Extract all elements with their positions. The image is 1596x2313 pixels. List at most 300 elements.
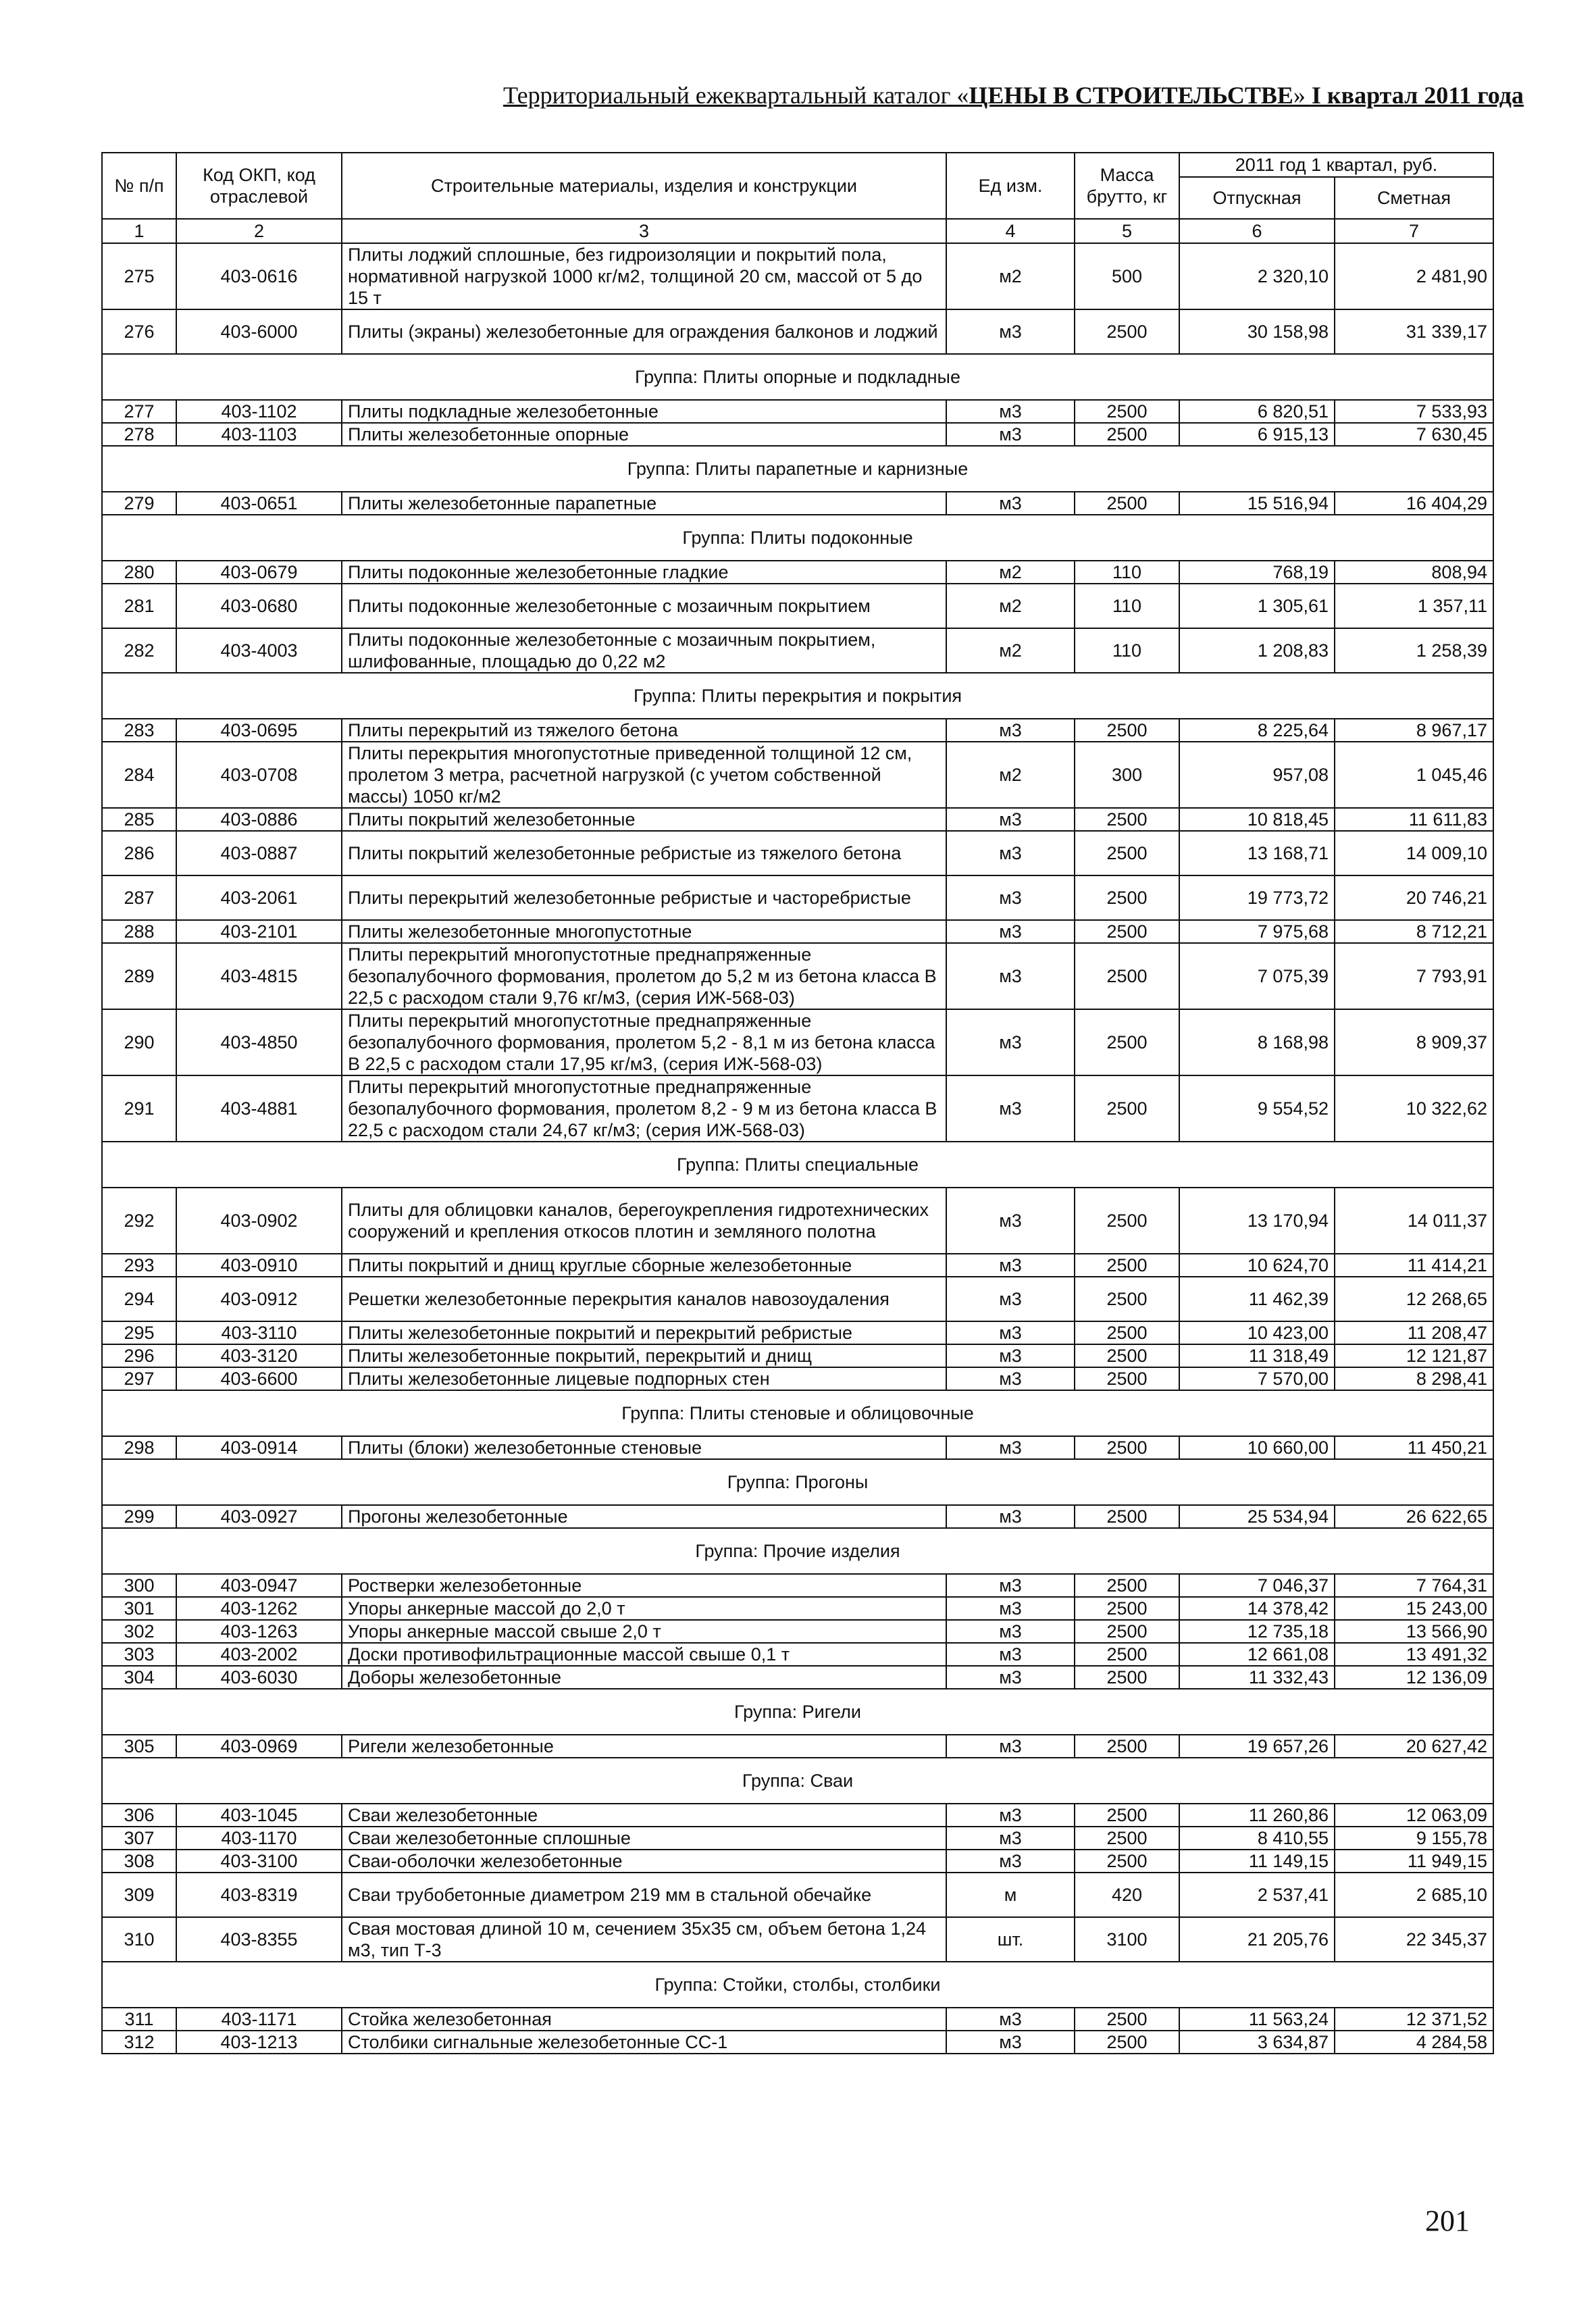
cell-name: Доборы железобетонные xyxy=(342,1666,946,1689)
cell-n: 298 xyxy=(102,1436,176,1459)
cell-mass: 420 xyxy=(1075,1873,1179,1917)
cell-mass: 2500 xyxy=(1075,400,1179,423)
cell-estimate: 7 630,45 xyxy=(1335,423,1493,446)
cell-estimate: 12 371,52 xyxy=(1335,2008,1493,2031)
cell-estimate: 11 450,21 xyxy=(1335,1436,1493,1459)
cell-n: 278 xyxy=(102,423,176,446)
cell-release: 8 410,55 xyxy=(1179,1827,1335,1850)
cell-estimate: 13 491,32 xyxy=(1335,1643,1493,1666)
table-row xyxy=(102,1804,1493,1827)
cell-unit: м3 xyxy=(946,1277,1075,1321)
table-row xyxy=(102,1321,1493,1344)
cell-code: 403-0887 xyxy=(176,831,342,875)
cell-release: 11 260,86 xyxy=(1179,1804,1335,1827)
table-row xyxy=(102,1505,1493,1528)
cell-estimate: 31 339,17 xyxy=(1335,309,1493,354)
cell-code: 403-6000 xyxy=(176,309,342,354)
cell-release: 30 158,98 xyxy=(1179,309,1335,354)
cell-name: Сваи-оболочки железобетонные xyxy=(342,1850,946,1873)
cell-n: 305 xyxy=(102,1735,176,1758)
cell-code: 403-1102 xyxy=(176,400,342,423)
cell-name: Плиты железобетонные лицевые подпорных стен xyxy=(342,1367,946,1390)
cell-mass: 110 xyxy=(1075,561,1179,584)
cell-unit: м3 xyxy=(946,1321,1075,1344)
cell-code: 403-2101 xyxy=(176,920,342,943)
cell-unit: м3 xyxy=(946,920,1075,943)
cell-name: Плиты железобетонные покрытий и перекрытий ребристые xyxy=(342,1321,946,1344)
cell-name: Плиты для облицовки каналов, берегоукрепления гидротехнических сооружений и крепления откосов плотин и земляного полотна xyxy=(342,1188,946,1254)
cell-code: 403-8319 xyxy=(176,1873,342,1917)
cell-name: Плиты покрытий железобетонные ребристые из тяжелого бетона xyxy=(342,831,946,875)
cell-unit: м2 xyxy=(946,742,1075,808)
price-table-body xyxy=(102,243,1493,2054)
cell-release: 10 818,45 xyxy=(1179,808,1335,831)
cell-estimate: 12 121,87 xyxy=(1335,1344,1493,1367)
cell-n: 300 xyxy=(102,1574,176,1597)
cell-name: Плиты перекрытия многопустотные приведенной толщиной 12 см, пролетом 3 метра, расчетной нагрузкой (с учетом собственной массы) 1050 кг/м2 xyxy=(342,742,946,808)
cell-release: 1 208,83 xyxy=(1179,628,1335,673)
cell-code: 403-1170 xyxy=(176,1827,342,1850)
cell-name: Свая мостовая длиной 10 м, сечением 35х35 см, объем бетона 1,24 м3, тип Т-3 xyxy=(342,1917,946,1962)
cell-n: 284 xyxy=(102,742,176,808)
cell-unit: м3 xyxy=(946,309,1075,354)
cell-release: 13 168,71 xyxy=(1179,831,1335,875)
cell-name: Прогоны железобетонные xyxy=(342,1505,946,1528)
cell-estimate: 8 909,37 xyxy=(1335,1009,1493,1075)
cell-unit: м3 xyxy=(946,1850,1075,1873)
cell-name: Сваи трубобетонные диаметром 219 мм в стальной обечайке xyxy=(342,1873,946,1917)
cell-release: 12 735,18 xyxy=(1179,1620,1335,1643)
cell-n: 276 xyxy=(102,309,176,354)
table-row xyxy=(102,1367,1493,1390)
cell-mass: 2500 xyxy=(1075,1188,1179,1254)
table-row xyxy=(102,561,1493,584)
group-title: Группа: Сваи xyxy=(102,1758,1493,1804)
table-row xyxy=(102,628,1493,673)
table-row xyxy=(102,1574,1493,1597)
cell-code: 403-3100 xyxy=(176,1850,342,1873)
cell-unit: м3 xyxy=(946,2031,1075,2054)
cell-mass: 2500 xyxy=(1075,1367,1179,1390)
cell-n: 277 xyxy=(102,400,176,423)
cell-estimate: 20 627,42 xyxy=(1335,1735,1493,1758)
cell-mass: 3100 xyxy=(1075,1917,1179,1962)
cell-code: 403-0969 xyxy=(176,1735,342,1758)
group-title: Группа: Плиты парапетные и карнизные xyxy=(102,446,1493,492)
table-row xyxy=(102,1827,1493,1850)
table-row xyxy=(102,1009,1493,1075)
page-number: 201 xyxy=(1425,2204,1470,2237)
col-header-code: Код ОКП, код отраслевой xyxy=(176,153,342,219)
cell-name: Плиты железобетонные покрытий, перекрытий и днищ xyxy=(342,1344,946,1367)
cell-estimate: 15 243,00 xyxy=(1335,1597,1493,1620)
cell-n: 299 xyxy=(102,1505,176,1528)
table-row xyxy=(102,1075,1493,1142)
cell-name: Плиты покрытий и днищ круглые сборные железобетонные xyxy=(342,1254,946,1277)
cell-mass: 2500 xyxy=(1075,1505,1179,1528)
table-row xyxy=(102,2008,1493,2031)
cell-release: 8 225,64 xyxy=(1179,719,1335,742)
group-header-row xyxy=(102,1459,1493,1505)
cell-code: 403-1213 xyxy=(176,2031,342,2054)
cell-mass: 2500 xyxy=(1075,1620,1179,1643)
cell-estimate: 12 063,09 xyxy=(1335,1804,1493,1827)
cell-release: 7 570,00 xyxy=(1179,1367,1335,1390)
cell-estimate: 22 345,37 xyxy=(1335,1917,1493,1962)
cell-mass: 2500 xyxy=(1075,1009,1179,1075)
cell-code: 403-6030 xyxy=(176,1666,342,1689)
cell-unit: м3 xyxy=(946,1009,1075,1075)
cell-unit: м3 xyxy=(946,1367,1075,1390)
cell-mass: 2500 xyxy=(1075,1804,1179,1827)
group-header-row xyxy=(102,1758,1493,1804)
table-row xyxy=(102,1277,1493,1321)
cell-mass: 2500 xyxy=(1075,1574,1179,1597)
col-header-unit: Ед изм. xyxy=(946,153,1075,219)
cell-estimate: 7 764,31 xyxy=(1335,1574,1493,1597)
cell-name: Плиты перекрытий из тяжелого бетона xyxy=(342,719,946,742)
cell-estimate: 26 622,65 xyxy=(1335,1505,1493,1528)
cell-name: Плиты (блоки) железобетонные стеновые xyxy=(342,1436,946,1459)
cell-name: Плиты перекрытий железобетонные ребристые и часторебристые xyxy=(342,875,946,920)
cell-estimate: 808,94 xyxy=(1335,561,1493,584)
cell-mass: 110 xyxy=(1075,584,1179,628)
cell-n: 286 xyxy=(102,831,176,875)
cell-unit: м3 xyxy=(946,831,1075,875)
cell-unit: м3 xyxy=(946,400,1075,423)
cell-mass: 2500 xyxy=(1075,1277,1179,1321)
cell-mass: 2500 xyxy=(1075,1666,1179,1689)
group-title: Группа: Плиты опорные и подкладные xyxy=(102,354,1493,400)
cell-release: 10 423,00 xyxy=(1179,1321,1335,1344)
cell-unit: м3 xyxy=(946,719,1075,742)
cell-n: 303 xyxy=(102,1643,176,1666)
cell-n: 302 xyxy=(102,1620,176,1643)
col-header-name: Строительные материалы, изделия и конструкции xyxy=(342,153,946,219)
cell-release: 6 915,13 xyxy=(1179,423,1335,446)
table-row xyxy=(102,423,1493,446)
cell-estimate: 13 566,90 xyxy=(1335,1620,1493,1643)
cell-mass: 500 xyxy=(1075,243,1179,309)
cell-name: Упоры анкерные массой свыше 2,0 т xyxy=(342,1620,946,1643)
group-header-row xyxy=(102,1142,1493,1188)
cell-n: 282 xyxy=(102,628,176,673)
group-title: Группа: Плиты подоконные xyxy=(102,515,1493,561)
cell-release: 15 516,94 xyxy=(1179,492,1335,515)
cell-unit: м3 xyxy=(946,1436,1075,1459)
cell-n: 310 xyxy=(102,1917,176,1962)
cell-n: 283 xyxy=(102,719,176,742)
table-row xyxy=(102,1188,1493,1254)
cell-code: 403-0680 xyxy=(176,584,342,628)
cell-mass: 2500 xyxy=(1075,719,1179,742)
cell-release: 21 205,76 xyxy=(1179,1917,1335,1962)
cell-code: 403-0914 xyxy=(176,1436,342,1459)
table-row xyxy=(102,243,1493,309)
column-number: 3 xyxy=(342,219,946,243)
cell-mass: 2500 xyxy=(1075,1075,1179,1142)
cell-mass: 2500 xyxy=(1075,920,1179,943)
cell-mass: 2500 xyxy=(1075,309,1179,354)
table-row xyxy=(102,1344,1493,1367)
cell-estimate: 11 611,83 xyxy=(1335,808,1493,831)
cell-code: 403-0886 xyxy=(176,808,342,831)
cell-code: 403-8355 xyxy=(176,1917,342,1962)
cell-estimate: 16 404,29 xyxy=(1335,492,1493,515)
cell-name: Плиты подоконные железобетонные с мозаичным покрытием xyxy=(342,584,946,628)
cell-unit: м3 xyxy=(946,1643,1075,1666)
cell-n: 296 xyxy=(102,1344,176,1367)
cell-unit: м3 xyxy=(946,1620,1075,1643)
cell-code: 403-2061 xyxy=(176,875,342,920)
cell-estimate: 7 533,93 xyxy=(1335,400,1493,423)
table-row xyxy=(102,875,1493,920)
cell-n: 294 xyxy=(102,1277,176,1321)
cell-mass: 2500 xyxy=(1075,808,1179,831)
cell-mass: 2500 xyxy=(1075,943,1179,1009)
cell-code: 403-0927 xyxy=(176,1505,342,1528)
cell-estimate: 14 009,10 xyxy=(1335,831,1493,875)
column-number: 4 xyxy=(946,219,1075,243)
cell-name: Стойка железобетонная xyxy=(342,2008,946,2031)
cell-code: 403-1171 xyxy=(176,2008,342,2031)
cell-code: 403-3120 xyxy=(176,1344,342,1367)
cell-code: 403-0910 xyxy=(176,1254,342,1277)
cell-mass: 2500 xyxy=(1075,1254,1179,1277)
group-title: Группа: Плиты стеновые и облицовочные xyxy=(102,1390,1493,1436)
cell-name: Упоры анкерные массой до 2,0 т xyxy=(342,1597,946,1620)
cell-mass: 2500 xyxy=(1075,1850,1179,1873)
cell-code: 403-4815 xyxy=(176,943,342,1009)
cell-code: 403-4850 xyxy=(176,1009,342,1075)
cell-n: 297 xyxy=(102,1367,176,1390)
cell-unit: м3 xyxy=(946,492,1075,515)
cell-name: Плиты железобетонные опорные xyxy=(342,423,946,446)
cell-release: 768,19 xyxy=(1179,561,1335,584)
cell-n: 287 xyxy=(102,875,176,920)
cell-estimate: 11 208,47 xyxy=(1335,1321,1493,1344)
cell-name: Ригели железобетонные xyxy=(342,1735,946,1758)
cell-unit: шт. xyxy=(946,1917,1075,1962)
table-row xyxy=(102,2031,1493,2054)
cell-n: 295 xyxy=(102,1321,176,1344)
cell-name: Плиты перекрытий многопустотные преднапряженные безопалубочного формования, пролетом до 5,2 м из бетона класса В 22,5 с расходом стали 9,76 кг/м3, (серия ИЖ-568-03) xyxy=(342,943,946,1009)
group-header-row xyxy=(102,515,1493,561)
cell-estimate: 11 414,21 xyxy=(1335,1254,1493,1277)
cell-estimate: 1 258,39 xyxy=(1335,628,1493,673)
cell-estimate: 11 949,15 xyxy=(1335,1850,1493,1873)
table-row xyxy=(102,584,1493,628)
cell-name: Плиты (экраны) железобетонные для ограждения балконов и лоджий xyxy=(342,309,946,354)
cell-mass: 2500 xyxy=(1075,1735,1179,1758)
cell-estimate: 8 712,21 xyxy=(1335,920,1493,943)
table-row xyxy=(102,808,1493,831)
cell-release: 2 537,41 xyxy=(1179,1873,1335,1917)
cell-release: 11 563,24 xyxy=(1179,2008,1335,2031)
cell-release: 11 149,15 xyxy=(1179,1850,1335,1873)
group-title: Группа: Плиты перекрытия и покрытия xyxy=(102,673,1493,719)
cell-n: 290 xyxy=(102,1009,176,1075)
cell-estimate: 12 136,09 xyxy=(1335,1666,1493,1689)
cell-n: 293 xyxy=(102,1254,176,1277)
cell-mass: 2500 xyxy=(1075,2008,1179,2031)
cell-name: Столбики сигнальные железобетонные СС-1 xyxy=(342,2031,946,2054)
cell-mass: 2500 xyxy=(1075,1643,1179,1666)
cell-name: Сваи железобетонные xyxy=(342,1804,946,1827)
group-title: Группа: Ригели xyxy=(102,1689,1493,1735)
cell-release: 7 075,39 xyxy=(1179,943,1335,1009)
cell-estimate: 14 011,37 xyxy=(1335,1188,1493,1254)
col-header-price-group: 2011 год 1 квартал, руб. xyxy=(1179,153,1493,177)
cell-name: Плиты подоконные железобетонные с мозаичным покрытием, шлифованные, площадью до 0,22 м2 xyxy=(342,628,946,673)
cell-release: 11 332,43 xyxy=(1179,1666,1335,1689)
cell-release: 7 046,37 xyxy=(1179,1574,1335,1597)
col-header-mass: Масса брутто, кг xyxy=(1075,153,1179,219)
table-row xyxy=(102,719,1493,742)
cell-unit: м3 xyxy=(946,875,1075,920)
cell-estimate: 4 284,58 xyxy=(1335,2031,1493,2054)
cell-n: 304 xyxy=(102,1666,176,1689)
col-header-estimate: Сметная xyxy=(1335,177,1493,219)
cell-code: 403-1103 xyxy=(176,423,342,446)
cell-mass: 2500 xyxy=(1075,1344,1179,1367)
group-header-row xyxy=(102,1390,1493,1436)
column-number: 5 xyxy=(1075,219,1179,243)
cell-unit: м3 xyxy=(946,808,1075,831)
cell-code: 403-0651 xyxy=(176,492,342,515)
cell-unit: м3 xyxy=(946,943,1075,1009)
table-row xyxy=(102,1735,1493,1758)
cell-mass: 2500 xyxy=(1075,1597,1179,1620)
cell-name: Плиты подкладные железобетонные xyxy=(342,400,946,423)
cell-release: 10 624,70 xyxy=(1179,1254,1335,1277)
cell-release: 11 462,39 xyxy=(1179,1277,1335,1321)
header-prefix: Территориальный ежеквартальный каталог « xyxy=(503,82,969,109)
cell-code: 403-1263 xyxy=(176,1620,342,1643)
column-number: 6 xyxy=(1179,219,1335,243)
cell-unit: м3 xyxy=(946,1574,1075,1597)
cell-unit: м3 xyxy=(946,1254,1075,1277)
cell-unit: м3 xyxy=(946,1188,1075,1254)
header-catalog-title: ЦЕНЫ В СТРОИТЕЛЬСТВЕ xyxy=(969,82,1293,109)
col-header-release: Отпускная xyxy=(1179,177,1335,219)
cell-name: Ростверки железобетонные xyxy=(342,1574,946,1597)
cell-name: Плиты железобетонные многопустотные xyxy=(342,920,946,943)
header-period: I квартал 2011 года xyxy=(1311,82,1524,109)
cell-code: 403-6600 xyxy=(176,1367,342,1390)
cell-estimate: 7 793,91 xyxy=(1335,943,1493,1009)
table-row xyxy=(102,1917,1493,1962)
cell-unit: м3 xyxy=(946,1666,1075,1689)
table-row xyxy=(102,1597,1493,1620)
table-row xyxy=(102,400,1493,423)
group-header-row xyxy=(102,1528,1493,1574)
table-row xyxy=(102,309,1493,354)
group-header-row xyxy=(102,673,1493,719)
cell-release: 13 170,94 xyxy=(1179,1188,1335,1254)
cell-code: 403-4003 xyxy=(176,628,342,673)
cell-n: 281 xyxy=(102,584,176,628)
cell-unit: м3 xyxy=(946,1597,1075,1620)
cell-unit: м2 xyxy=(946,561,1075,584)
cell-n: 285 xyxy=(102,808,176,831)
cell-mass: 2500 xyxy=(1075,492,1179,515)
table-row xyxy=(102,492,1493,515)
cell-code: 403-2002 xyxy=(176,1643,342,1666)
cell-release: 14 378,42 xyxy=(1179,1597,1335,1620)
cell-n: 311 xyxy=(102,2008,176,2031)
group-header-row xyxy=(102,354,1493,400)
cell-unit: м3 xyxy=(946,1075,1075,1142)
table-row xyxy=(102,1436,1493,1459)
cell-unit: м3 xyxy=(946,1735,1075,1758)
cell-unit: м3 xyxy=(946,423,1075,446)
cell-n: 291 xyxy=(102,1075,176,1142)
table-row xyxy=(102,1643,1493,1666)
cell-mass: 110 xyxy=(1075,628,1179,673)
cell-unit: м2 xyxy=(946,584,1075,628)
cell-release: 19 657,26 xyxy=(1179,1735,1335,1758)
cell-code: 403-1045 xyxy=(176,1804,342,1827)
group-title: Группа: Прочие изделия xyxy=(102,1528,1493,1574)
group-title: Группа: Прогоны xyxy=(102,1459,1493,1505)
cell-release: 25 534,94 xyxy=(1179,1505,1335,1528)
table-row xyxy=(102,1666,1493,1689)
cell-release: 9 554,52 xyxy=(1179,1075,1335,1142)
cell-name: Плиты перекрытий многопустотные преднапряженные безопалубочного формования, пролетом 8,2 - 9 м из бетона класса В 22,5 с расходом стали 24,67 кг/м3; (серия ИЖ-568-03) xyxy=(342,1075,946,1142)
cell-name: Доски противофильтрационные массой свыше 0,1 т xyxy=(342,1643,946,1666)
cell-unit: м3 xyxy=(946,1344,1075,1367)
cell-release: 6 820,51 xyxy=(1179,400,1335,423)
cell-n: 308 xyxy=(102,1850,176,1873)
group-header-row xyxy=(102,1689,1493,1735)
cell-estimate: 1 357,11 xyxy=(1335,584,1493,628)
cell-n: 280 xyxy=(102,561,176,584)
cell-name: Решетки железобетонные перекрытия каналов навозоудаления xyxy=(342,1277,946,1321)
cell-code: 403-3110 xyxy=(176,1321,342,1344)
cell-estimate: 2 685,10 xyxy=(1335,1873,1493,1917)
table-row xyxy=(102,1254,1493,1277)
cell-estimate: 1 045,46 xyxy=(1335,742,1493,808)
cell-mass: 2500 xyxy=(1075,1827,1179,1850)
cell-n: 306 xyxy=(102,1804,176,1827)
cell-name: Плиты железобетонные парапетные xyxy=(342,492,946,515)
cell-code: 403-0912 xyxy=(176,1277,342,1321)
cell-release: 1 305,61 xyxy=(1179,584,1335,628)
cell-unit: м3 xyxy=(946,1804,1075,1827)
cell-estimate: 10 322,62 xyxy=(1335,1075,1493,1142)
cell-code: 403-4881 xyxy=(176,1075,342,1142)
cell-mass: 300 xyxy=(1075,742,1179,808)
group-header-row xyxy=(102,1962,1493,2008)
cell-n: 292 xyxy=(102,1188,176,1254)
cell-n: 312 xyxy=(102,2031,176,2054)
cell-n: 279 xyxy=(102,492,176,515)
cell-code: 403-1262 xyxy=(176,1597,342,1620)
cell-estimate: 12 268,65 xyxy=(1335,1277,1493,1321)
cell-mass: 2500 xyxy=(1075,1321,1179,1344)
cell-release: 11 318,49 xyxy=(1179,1344,1335,1367)
cell-estimate: 8 967,17 xyxy=(1335,719,1493,742)
cell-mass: 2500 xyxy=(1075,423,1179,446)
column-number: 7 xyxy=(1335,219,1493,243)
cell-n: 307 xyxy=(102,1827,176,1850)
column-number: 2 xyxy=(176,219,342,243)
table-row xyxy=(102,742,1493,808)
cell-release: 8 168,98 xyxy=(1179,1009,1335,1075)
cell-code: 403-0695 xyxy=(176,719,342,742)
group-header-row xyxy=(102,446,1493,492)
